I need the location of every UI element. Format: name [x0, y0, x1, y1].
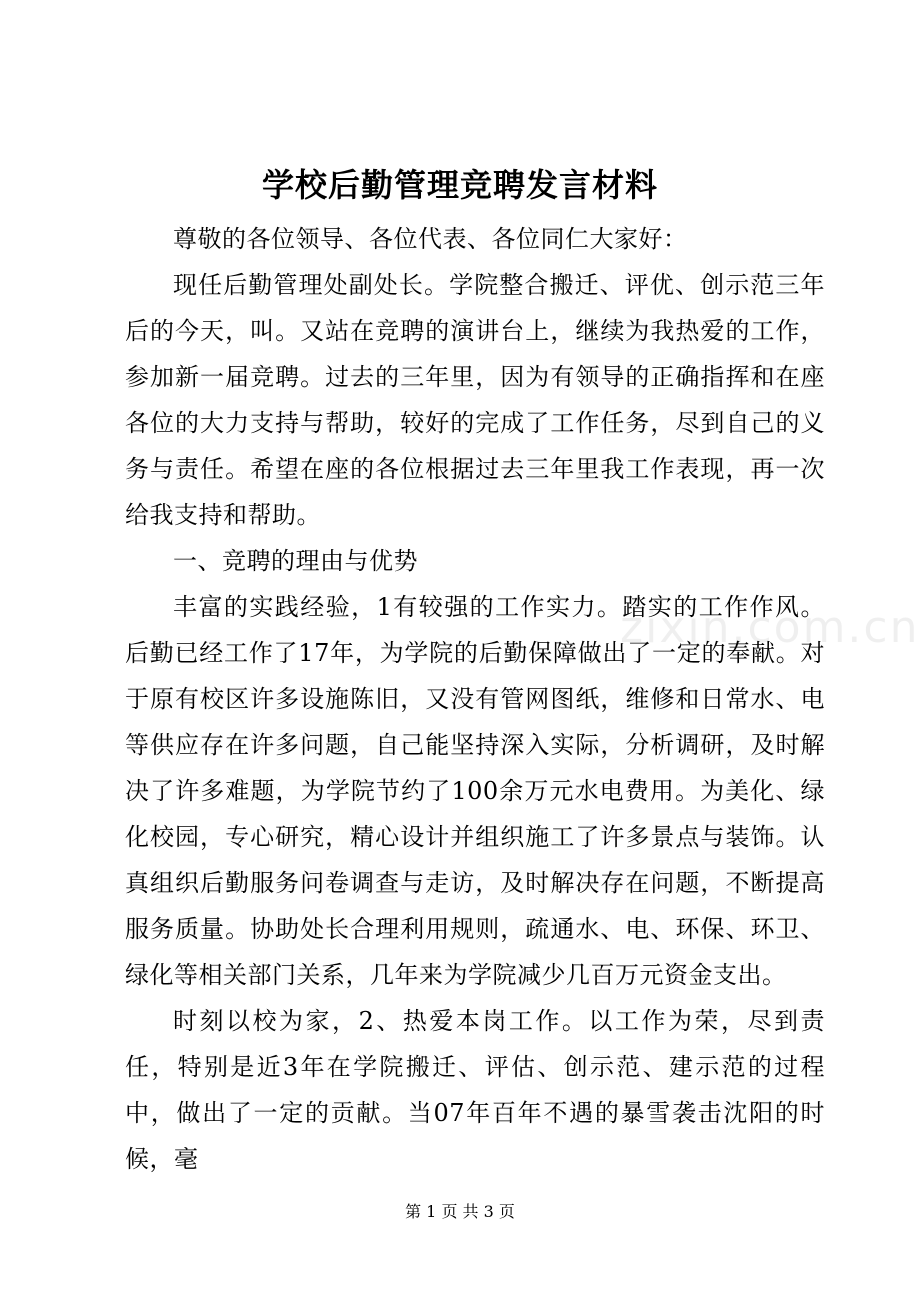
paragraph-greeting: 尊敬的各位领导、各位代表、各位同仁大家好：: [173, 225, 688, 253]
paragraph-introduction: 现任后勤管理处副处长。学院整合搬迁、评优、创示范三年后的今天，叫。又站在竞聘的演讲台上，继续为我热爱的工作，参加新一届竞聘。过去的三年里，因为有领导的正确指挥和在座各位的大力支持与帮助，较好的完成了工作任务，尽到自己的义务与责任。希望在座的各位根据过去三年里我工作表现，再一次给我支持和帮助。: [125, 271, 825, 529]
document-title: 学校后勤管理竞聘发言材料: [261, 166, 658, 204]
paragraph-experience: 丰富的实践经验，1有较强的工作实力。踏实的工作作风。后勤已经工作了17年，为学院的后勤保障做出了一定的奉献。对于原有校区许多设施陈旧，又没有管网图纸，维修和日常水、电等供应存在许多问题，自己能坚持深入实际，分析调研，及时解决了许多难题，为学院节约了100余万元水电费用。为美化、绿化校园，专心研究，精心设计并组织施工了许多景点与装饰。认真组织后勤服务问卷调查与走访，及时解决存在问题，不断提高服务质量。协助处长合理利用规则，疏通水、电、环保、环卫、绿化等相关部门关系，几年来为学院减少几百万元资金支出。: [125, 593, 825, 989]
watermark: zixin.com.cn: [620, 602, 920, 653]
document-body: [125, 216, 825, 1182]
page-footer: 第 1 页 共 3 页: [405, 1202, 515, 1221]
paragraph-dedication: 时刻以校为家，2、热爱本岗工作。以工作为荣，尽到责任，特别是近3年在学院搬迁、评估、创示范、建示范的过程中，做出了一定的贡献。当07年百年不遇的暴雪袭击沈阳的时候，毫: [125, 1007, 825, 1173]
section-heading-reasons: 一、竞聘的理由与优势: [173, 547, 418, 575]
